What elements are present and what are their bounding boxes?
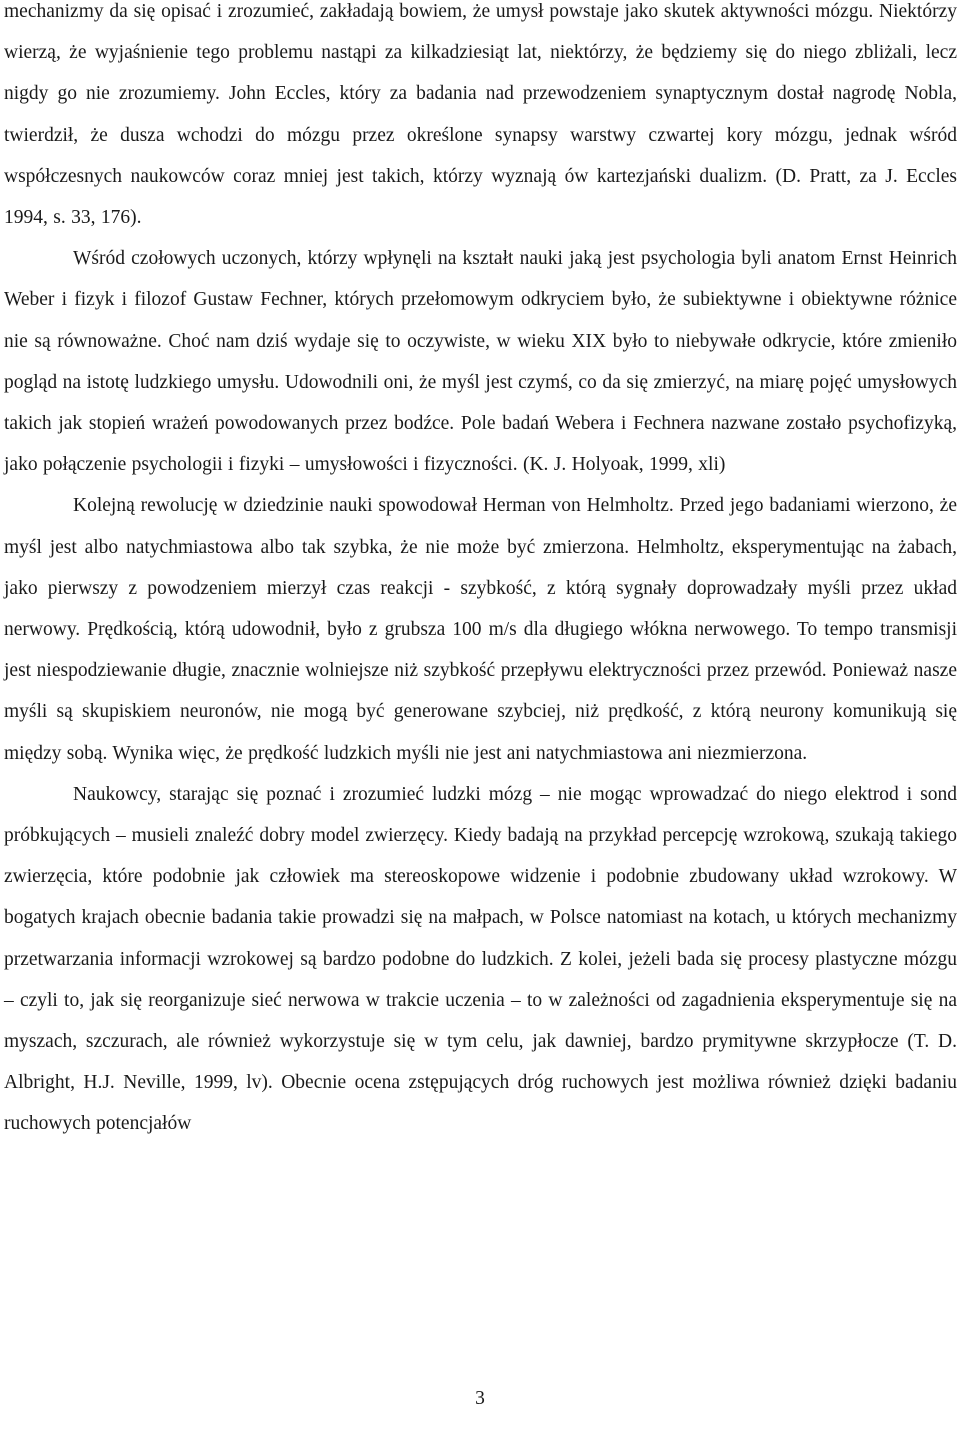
paragraph-1: mechanizmy da się opisać i zrozumieć, zakładają bowiem, że umysł powstaje jako skutek aktywności mózgu. Niektórzy wierzą, że wyjaśnienie tego problemu nastąpi za kilkadziesiąt lat, niektórzy, że będziemy się do niego zbliżali, lecz nigdy go nie zrozumiemy. John Eccles, który za badania nad przewodzeniem synaptycznym dostał nagrodę Nobla, twierdził, że dusza wchodzi do mózgu przez określone synapsy warstwy czwartej kory mózgu, jednak wśród współczesnych naukowców coraz mniej jest takich, którzy wyznają ów kartezjański dualizm. (D. Pratt, za J. Eccles 1994, s. 33, 176). [4,1,957,229]
paragraph-4: Naukowcy, starając się poznać i zrozumieć ludzki mózg – nie mogąc wprowadzać do niego elektrod i sond próbkujących – musieli znaleźć dobry model zwierzęcy. Kiedy badają na przykład percepcję wzrokową, szukają takiego zwierzęcia, które podobnie jak człowiek ma stereoskopowe widzenie i podobnie zbudowany układ wzrokowy. W bogatych krajach obecnie badania takie prowadzi się na małpach, w Polsce natomiast na kotach, u których mechanizmy przetwarzania informacji wzrokowej są bardzo podobne do ludzkich. Z kolei, jeżeli bada się procesy plastyczne mózgu – czyli to, jak się reorganizuje sieć nerwowa w trakcie uczenia – to w zależności od zagadnienia eksperymentuje się na myszach, szczurach, ale również wykorzystuje się w tym celu, jak dawniej, bardzo prymitywne skrzypłocze (T. D. Albright, H.J. Neville, 1999, lv). Obecnie ocena zstępujących dróg ruchowych jest możliwa również dzięki badaniu ruchowych potencjałów [4,783,957,1135]
document-page [4,0,957,1145]
paragraph-3: Kolejną rewolucję w dziedzinie nauki spowodował Herman von Helmholtz. Przed jego badaniami wierzono, że myśl jest albo natychmiastowa albo tak szybka, że nie może być zmierzona. Helmholtz, eksperymentując na żabach, jako pierwszy z powodzeniem mierzył czas reakcji - szybkość, z którą sygnały doprowadzały myśli przez układ nerwowy. Prędkością, którą udowodnił, było z grubsza 100 m/s dla długiego włókna nerwowego. To tempo transmisji jest niespodziewanie długie, znacznie wolniejsze niż szybkość przepływu elektryczności przez przewód. Ponieważ nasze myśli są skupiskiem neuronów, nie mogą być generowane szybciej, niż prędkość, z którą neurony komunikują się między sobą. Wynika więc, że prędkość ludzkich myśli nie jest ani natychmiastowa ani niezmierzona. [4,495,957,764]
page-number: 3 [475,1388,485,1409]
paragraph-2: Wśród czołowych uczonych, którzy wpłynęli na kształt nauki jaką jest psychologia byli anatom Ernst Heinrich Weber i fizyk i filozof Gustaw Fechner, których przełomowym odkryciem było, że subiektywne i obiektywne różnice nie są równoważne. Choć nam dziś wydaje się to oczywiste, w wieku XIX było to niebywałe odkrycie, które zmieniło pogląd na istotę ludzkiego umysłu. Udowodnili oni, że myśl jest czymś, co da się zmierzyć, na miarę pojęć umysłowych takich jak stopień wrażeń powodowanych przez bodźce. Pole badań Webera i Fechnera nazwane zostało psychofizyką, jako połączenie psychologii i fizyki – umysłowości i fizyczności. (K. J. Holyoak, 1999, xli) [4,248,957,476]
